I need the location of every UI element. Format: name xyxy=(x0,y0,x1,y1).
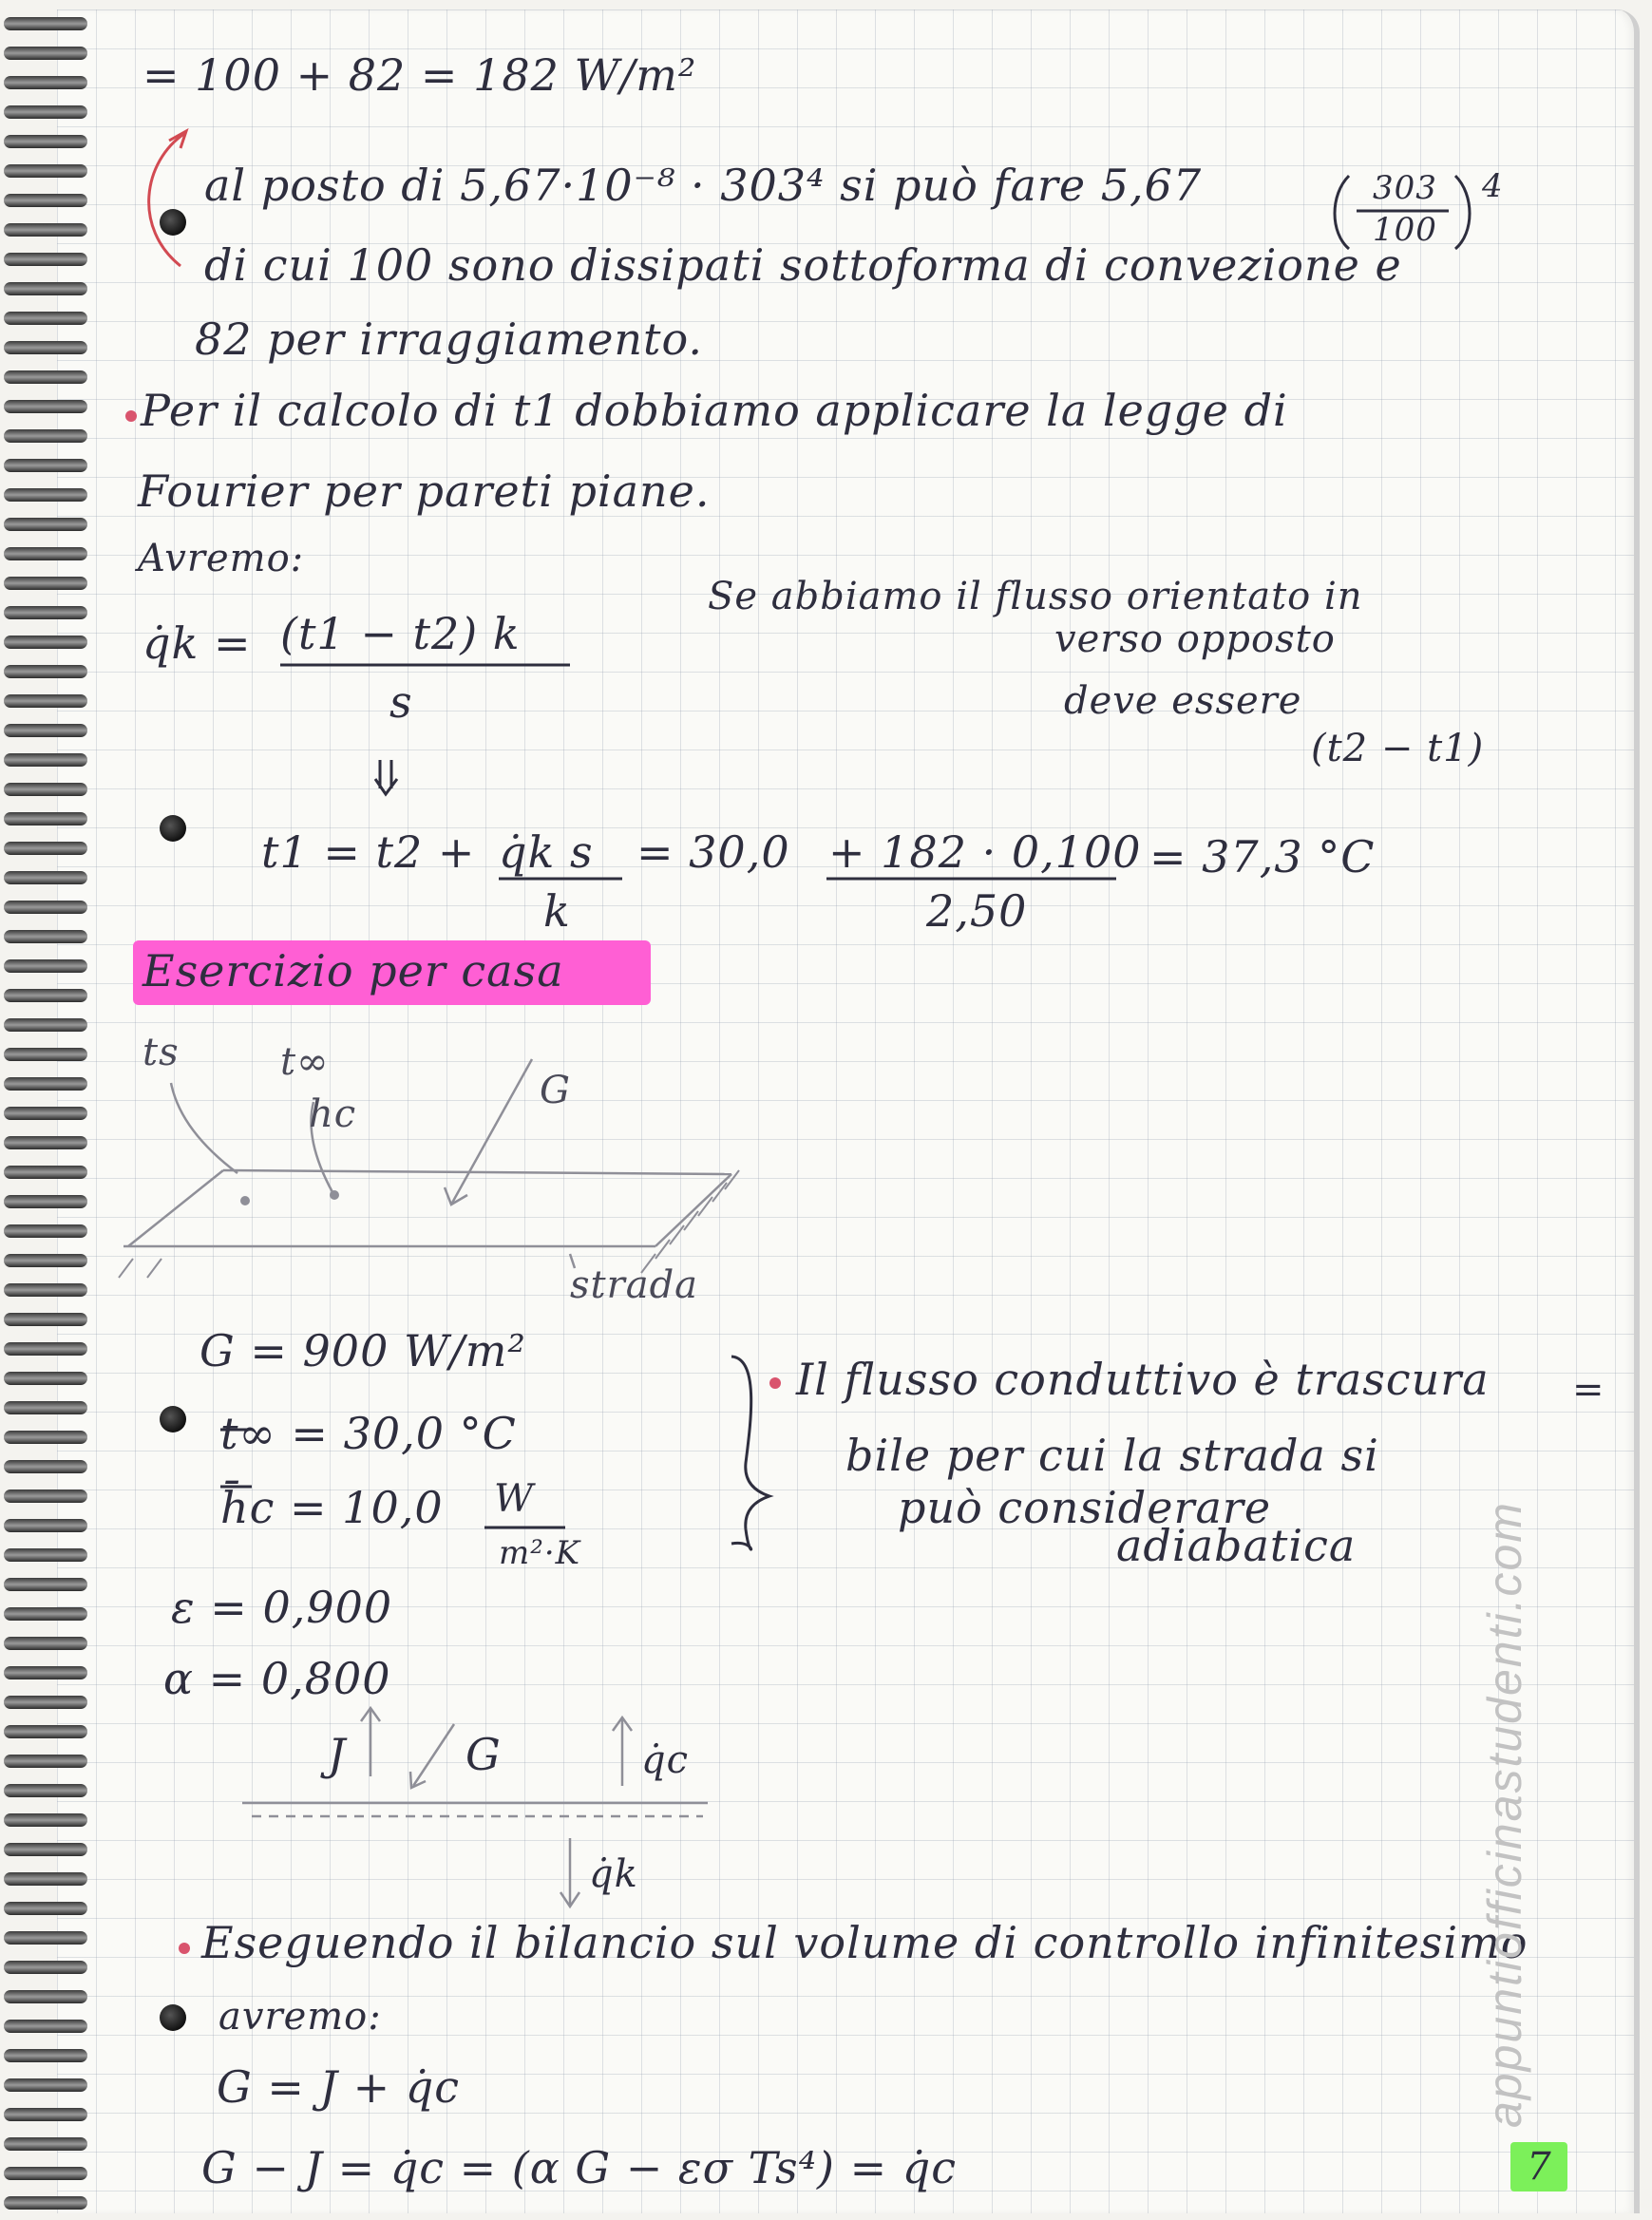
t1-fraction2-numerator: + 182 · 0,100 xyxy=(828,826,1142,878)
sketch-label-strada: strada xyxy=(570,1263,699,1307)
balance-label-J: J xyxy=(328,1729,347,1780)
bullet-dot xyxy=(179,1943,190,1954)
sketch-label-G: G xyxy=(540,1069,571,1112)
side-note: (t2 − t1) xyxy=(1311,727,1485,770)
given-tinf: t∞ = 30,0 °C xyxy=(220,1408,517,1459)
balance-label-qk: q̇k xyxy=(589,1852,638,1896)
side-note: deve essere xyxy=(1064,679,1302,723)
given-hc-unit-den: m²·K xyxy=(499,1534,581,1572)
fourier-lhs: q̇k = xyxy=(142,617,252,669)
t1-middle: = 30,0 xyxy=(636,826,790,878)
bullet-dot xyxy=(769,1377,781,1389)
text-line: Avremo: xyxy=(138,537,305,580)
exercise-heading: Esercizio per casa xyxy=(142,945,564,996)
given-hc: h̄c = 10,0 xyxy=(220,1482,444,1533)
fraction-numerator: 303 xyxy=(1373,169,1437,207)
t1-fraction-denominator: k xyxy=(543,885,571,937)
note-stefan-boltzmann-shortcut: al posto di 5,67·10⁻⁸ · 303⁴ si può fare 5,67 xyxy=(204,160,1203,211)
fourier-numerator: (t1 − t2) k xyxy=(280,608,521,659)
text-line: Per il calcolo di t1 dobbiamo applicare la legge di xyxy=(141,385,1288,436)
side-note: verso opposto xyxy=(1054,617,1336,661)
text-line: di cui 100 sono dissipati sottoforma di convezione e xyxy=(204,239,1402,291)
sketch-label-ts: ts xyxy=(142,1031,180,1074)
t1-result: = 37,3 °C xyxy=(1149,831,1376,882)
sketch-label-hc: hc xyxy=(309,1092,357,1136)
exponent: 4 xyxy=(1482,167,1504,205)
fraction-denominator: 100 xyxy=(1373,211,1437,249)
text-line: avremo: xyxy=(218,1995,382,2039)
balance-label-qc: q̇c xyxy=(641,1738,690,1782)
given-hc-unit-num: W xyxy=(494,1477,535,1521)
note-line: Il flusso conduttivo è trascura xyxy=(796,1354,1490,1405)
note-line: può considerare xyxy=(898,1482,1272,1533)
equation-balance-expanded: G − J = q̇c = (α G − εσ Ts⁴) = q̇c xyxy=(201,2142,957,2193)
equation-total-flux: = 100 + 82 = 182 W/m² xyxy=(142,49,697,101)
page-number: 7 xyxy=(1510,2142,1567,2192)
t1-fraction-numerator: q̇k s xyxy=(499,826,594,878)
fourier-denominator: s xyxy=(389,676,413,728)
sketch-label-tinf: t∞ xyxy=(280,1040,330,1084)
note-line: adiabatica xyxy=(1116,1520,1357,1571)
t1-fraction2-denominator: 2,50 xyxy=(926,885,1028,937)
given-alpha: α = 0,800 xyxy=(163,1653,391,1704)
note-line: bile per cui la strada si xyxy=(845,1430,1379,1481)
note-line: = xyxy=(1572,1368,1605,1412)
balance-label-G: G xyxy=(465,1729,502,1780)
text-line: Eseguendo il bilancio sul volume di controllo infinitesimo xyxy=(201,1917,1529,1968)
given-G: G = 900 W/m² xyxy=(199,1325,526,1376)
side-note: Se abbiamo il flusso orientato in xyxy=(708,575,1363,618)
t1-lhs: t1 = t2 + xyxy=(261,826,476,878)
equation-balance: G = J + q̇c xyxy=(217,2061,460,2113)
text-line: 82 per irraggiamento. xyxy=(195,313,704,365)
watermark-text: appuntiofficinastudenti.com xyxy=(1478,1501,1531,2128)
bullet-dot xyxy=(125,410,137,422)
text-line: Fourier per pareti piane. xyxy=(138,465,711,517)
given-epsilon: ε = 0,900 xyxy=(171,1582,393,1633)
